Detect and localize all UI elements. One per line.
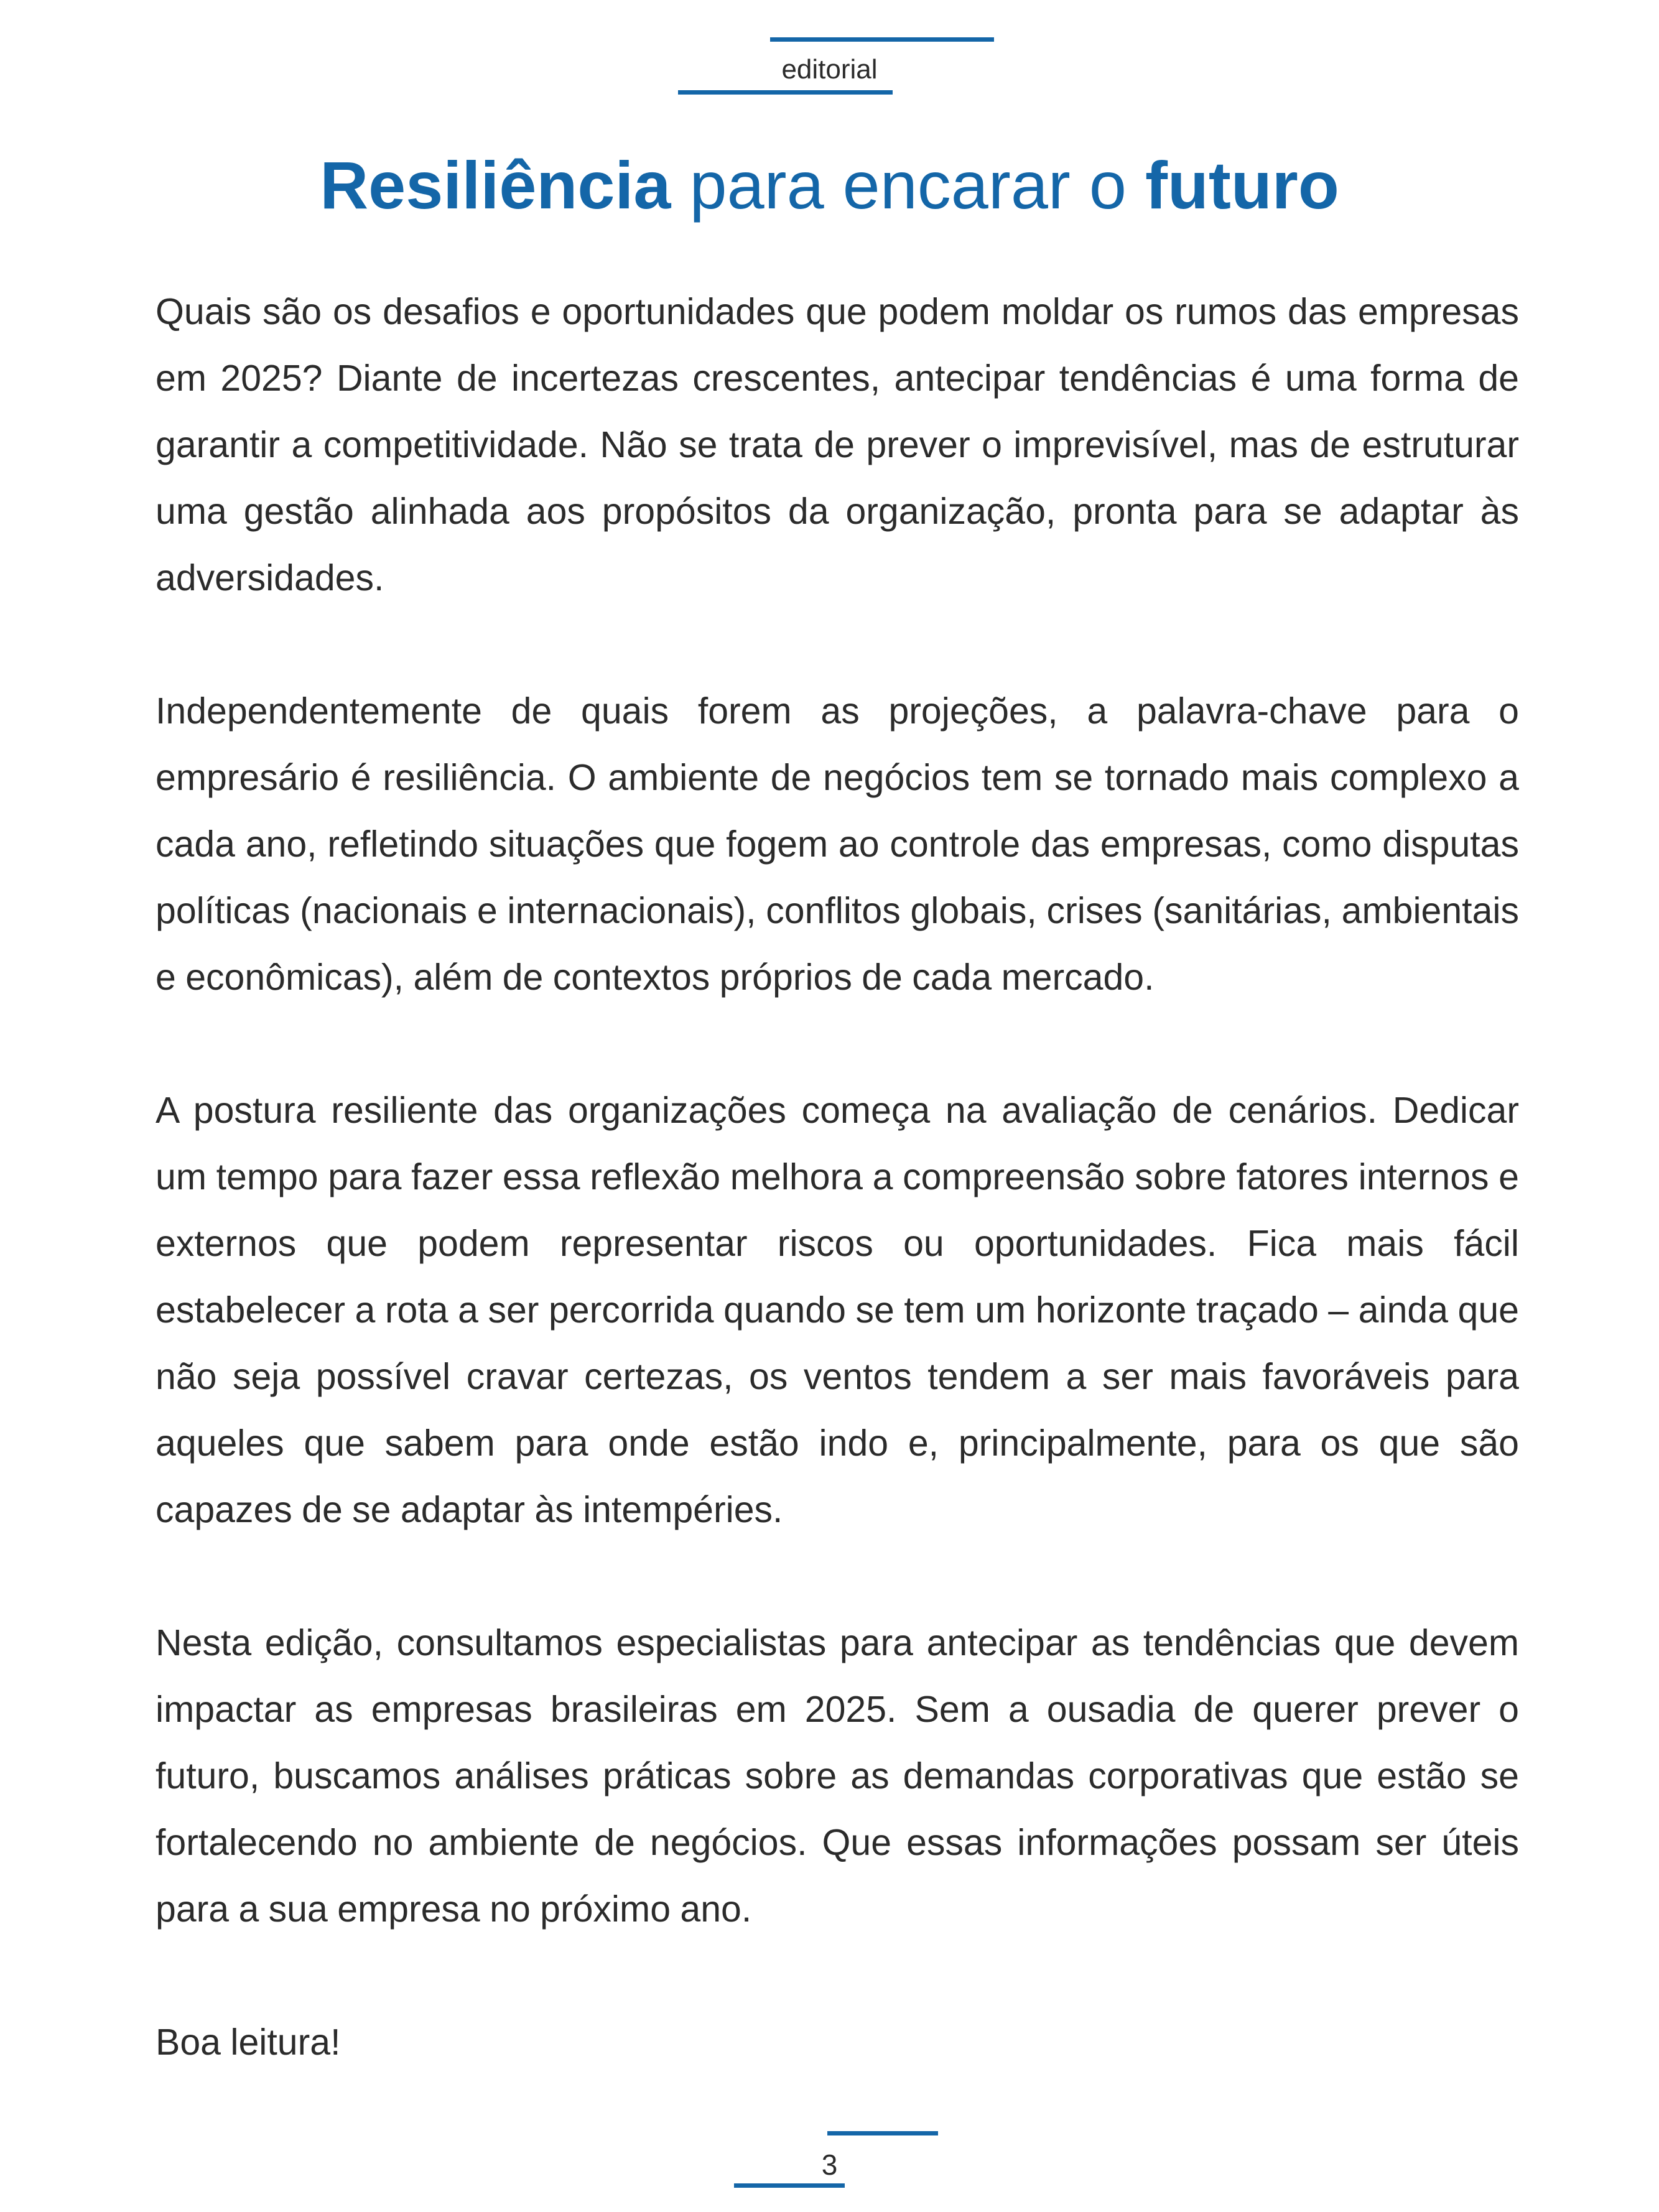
paragraph-1: Quais são os desafios e oportunidades que podem moldar os rumos das empresas em 2025? Diante de incertezas crescentes, antecipar tendências é uma forma de garantir a competitividade. Não se trata de prever o imprevisível, mas de estruturar uma gestão alinhada aos propósitos da organização, pronta para se adaptar às adversidades.	[156, 291, 1519, 598]
article-body	[156, 279, 1519, 2076]
footer-rule-bottom	[734, 2183, 845, 2188]
title-middle-text: para encarar o	[671, 147, 1145, 223]
footer-rule-top	[827, 2131, 938, 2135]
paragraph-2: Independentemente de quais forem as projeções, a palavra-chave para o empresário é resiliência. O ambiente de negócios tem se tornado mais complexo a cada ano, refletindo situações que fogem ao controle das empresas, como disputas políticas (nacionais e internacionais), conflitos globais, crises (sanitárias, ambientais e econômicas), além de contextos próprios de cada mercado.	[156, 690, 1519, 998]
title-emphasis-futuro: futuro	[1145, 147, 1339, 223]
section-label: editorial	[781, 54, 878, 85]
title-emphasis-resiliencia: Resiliência	[320, 147, 671, 223]
page-title	[0, 142, 1659, 229]
page-number: 3	[821, 2149, 838, 2181]
paragraph-4: Nesta edição, consultamos especialistas para antecipar as tendências que devem impactar as empresas brasileiras em 2025. Sem a ousadia de querer prever o futuro, buscamos análises práticas sobre as demandas corporativas que estão se fortalecendo no ambiente de negócios. Que essas informações possam ser úteis para a sua empresa no próximo ano.	[156, 1622, 1519, 1930]
header-rule-top	[770, 37, 994, 42]
closing-line: Boa leitura!	[156, 2022, 341, 2063]
header-rule-bottom	[678, 90, 893, 95]
paragraph-3: A postura resiliente das organizações começa na avaliação de cenários. Dedicar um tempo para fazer essa reflexão melhora a compreensão sobre fatores internos e externos que podem representar riscos ou oportunidades. Fica mais fácil estabelecer a rota a ser percorrida quando se tem um horizonte traçado – ainda que não seja possível cravar certezas, os ventos tendem a ser mais favoráveis para aqueles que sabem para onde estão indo e, principalmente, para os que são capazes de se adaptar às intempéries.	[156, 1090, 1519, 1530]
